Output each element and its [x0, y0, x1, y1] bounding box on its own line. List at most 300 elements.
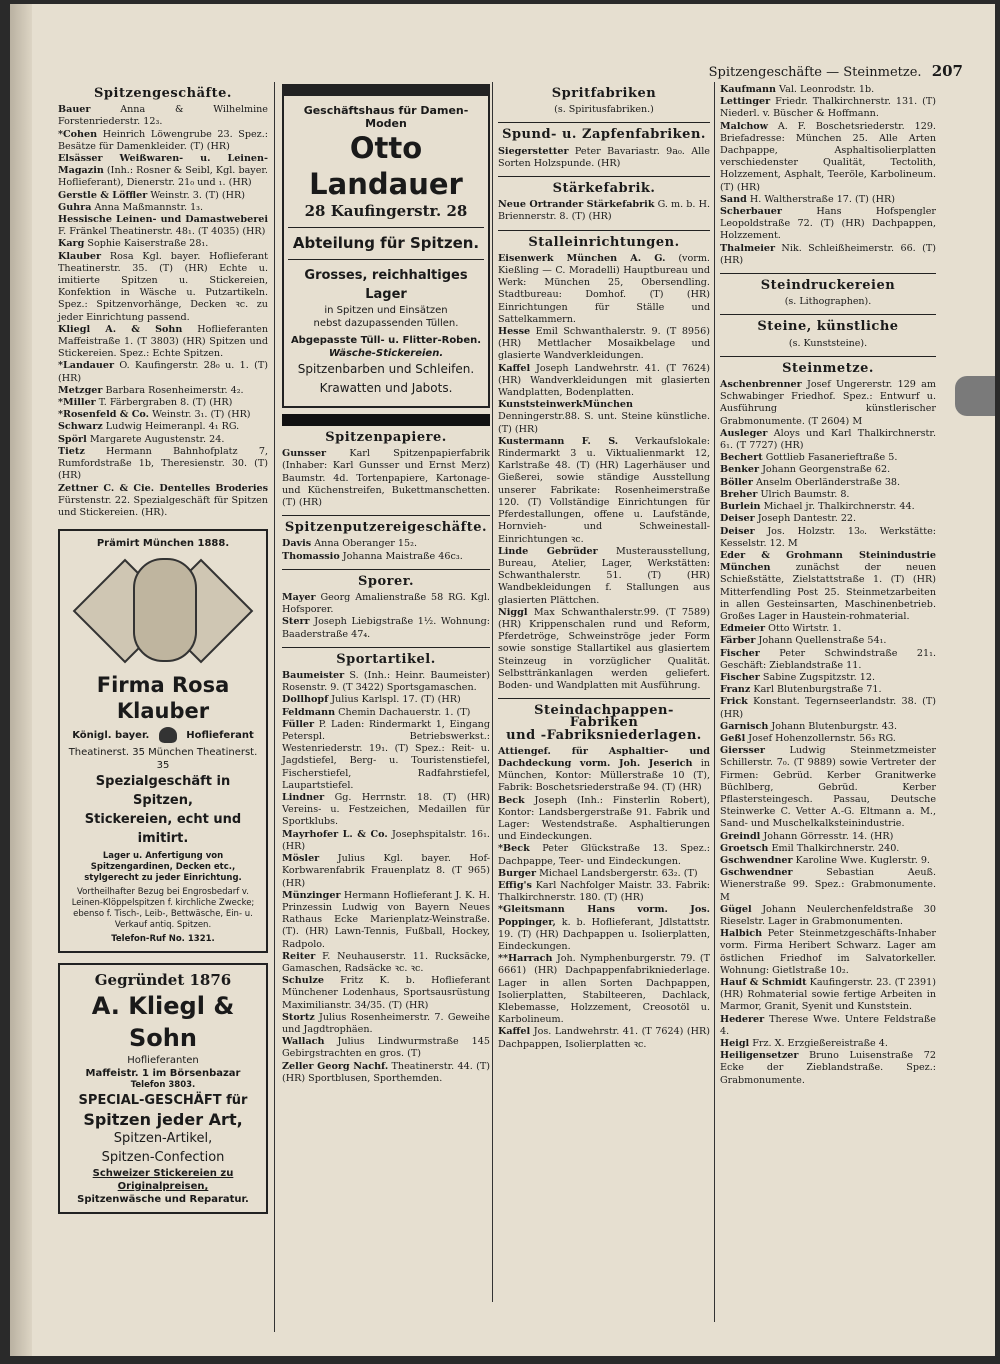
- entry-text: H. Waltherstraße 17. (T) (HR): [749, 193, 896, 205]
- section-title: Spritfabriken: [551, 86, 657, 101]
- entry-name: Kustermann F. S.: [498, 435, 619, 447]
- directory-entry: [498, 746, 710, 795]
- entry-text: O. Kaufingerstr. 28₀ u. 1. (T) (HR): [58, 360, 268, 384]
- directory-entry: [498, 326, 710, 363]
- section-note: (s. Kunststeine).: [788, 337, 868, 349]
- entry-name: Garnisch: [720, 720, 769, 732]
- section-title: Steine, künstliche: [757, 319, 899, 335]
- entry-text: zunächst der neuen Schießstätte, Zielstattstraße 1. (T) (HR) Mitterfendling Post 25. Steinmetzarbeiten in allen Gesteinsarten, Maschinenbetrieb. Großes Lager in Haustein-rohmaterial.: [720, 562, 936, 622]
- entry-name: Fischer: [720, 671, 760, 683]
- directory-entry: [282, 694, 490, 706]
- directory-entry: [720, 513, 936, 525]
- directory-entry: [720, 206, 936, 243]
- directory-entry: [498, 1026, 710, 1050]
- entry-name: Ausleger: [720, 427, 768, 439]
- entry-text: Johann Görresstr. 14. (HR): [763, 830, 894, 842]
- entry-name: Mayrhofer L. & Co.: [282, 828, 388, 840]
- entry-name: Edmeier: [720, 623, 766, 635]
- entry-text: A. F. Boschetsriederstr. 129. Briefadresse: München 25. Alle Arten Dachpappe, Asphaltisolierplatten verschiedenster Qualität, Tectolith, Holzzement, Asphalt, Teeröle, Karbolineum. (T) (HR): [720, 120, 936, 193]
- directory-entry: [720, 635, 936, 647]
- column-2: [282, 84, 490, 1085]
- column-rule: [714, 82, 715, 1322]
- directory-entry: [498, 546, 710, 607]
- book-spine: [10, 4, 32, 1356]
- entry-text: Julius Rosenheimerstr. 7. Geweihe und Jagdtrophäen.: [282, 1011, 490, 1035]
- directory-entry: [720, 1038, 936, 1050]
- entry-text: Josef Ungererstr. 129 am Schwabinger Friedhof. Spez.: Entwurf u. Ausführung künstlerischer Grabmonumente. (T 2604) M: [720, 379, 936, 427]
- entry-name: Halbich: [720, 928, 763, 940]
- entry-text: Gottlieb Fasanerieftraße 5.: [765, 452, 898, 464]
- section-title: Spitzenpapiere.: [325, 430, 447, 445]
- directory-entry: [282, 719, 490, 792]
- entry-name: Eisenwerk München A. G.: [498, 252, 666, 264]
- entry-name: Benker: [720, 464, 759, 476]
- entry-name: Gügel: [720, 903, 752, 915]
- directory-entry: [720, 550, 936, 623]
- directory-entry: [720, 464, 936, 476]
- entry-name: KunststeinwerkMünchen: [498, 399, 633, 411]
- ad-firm: A. Kliegl & Sohn: [91, 992, 235, 1053]
- entry-text: Karoline Wwe. Kuglerstr. 9.: [795, 854, 930, 866]
- directory-entry: [282, 1061, 490, 1085]
- entry-text: Theatinerstr. 44. (T) (HR) Sportblusen, Sporthemden.: [282, 1060, 490, 1084]
- entry-text: P. Laden: Rindermarkt 1, Eingang Peterspl. Betriebswerkst.: Westenriederstr. 19₁. (T) Spez.: Reit- u. Jagdstiefel, Berg- u. Touristenstiefel, Fischerstiefel, Radfahrstiefel, Laupartstiefel.: [282, 718, 490, 791]
- entry-name: Effig's: [498, 879, 532, 891]
- ad-purveyor: Hoflieferant: [186, 730, 254, 742]
- section-title: Stalleinrichtungen.: [528, 234, 680, 250]
- entry-name: **Harrach: [498, 953, 553, 965]
- entry-list: [58, 104, 268, 519]
- directory-entry: [720, 96, 936, 120]
- entry-name: Stortz: [282, 1011, 315, 1023]
- entry-text: Johanna Maistraße 46c₃.: [342, 550, 463, 562]
- directory-entry: [720, 1014, 936, 1038]
- entry-text: Michael jr. Thalkirchnerstr. 44.: [763, 501, 915, 513]
- ad-purveyor: Hoflieferanten: [127, 1055, 199, 1067]
- entry-name: Gerstle & Löffler: [58, 189, 148, 201]
- directory-entry: [720, 489, 936, 501]
- entry-text: Johann Blutenburgstr. 43.: [771, 720, 898, 732]
- entry-name: Fischer: [720, 647, 760, 659]
- entry-list: [720, 84, 936, 267]
- section-title: Steindruckereien: [760, 278, 896, 294]
- directory-entry: [720, 867, 936, 904]
- entry-name: Franz: [720, 684, 751, 696]
- entry-name: Mösler: [282, 853, 320, 865]
- entry-text: Anna Oberanger 15₂.: [314, 538, 418, 550]
- ad-telephone: Telefon 3803.: [130, 1080, 196, 1091]
- entry-name: Heigl: [720, 1038, 750, 1050]
- ad-house: Geschäftshaus für Damen-Moden: [303, 104, 469, 130]
- entry-name: Reiter: [282, 950, 316, 962]
- directory-entry: [498, 868, 710, 880]
- entry-list: [282, 670, 490, 1085]
- directory-entry: [282, 951, 490, 975]
- entry-text: Heinrich Löwengrube 23. Spez.: Besätze für Damenkleider. (T) (HR): [58, 128, 268, 152]
- section-title: und -Fabriksniederlagen.: [506, 727, 702, 743]
- entry-name: Groetsch: [720, 842, 769, 854]
- entry-list: [282, 448, 490, 509]
- entry-text: Aloys und Karl Thalkirchnerstr. 6₁. (T 7727) (HR): [720, 427, 936, 452]
- ad-address: Maffeistr. 1 im Börsenbazar: [85, 1068, 241, 1080]
- advert-kliegl: [58, 963, 268, 1214]
- directory-entry: [58, 214, 268, 238]
- entry-text: Fritz K. b. Hoflieferant Münchener Lodenhaus, Sportsausrüstung Maximilianstr. 34/35. (T) (HR): [282, 975, 490, 1011]
- entry-text: Hoflieferanten Maffeistraße 1. (T 3803) (HR) Spitzen und Stickereien. Spez.: Echte Spitzen.: [58, 323, 268, 360]
- entry-name: Guhra: [58, 201, 92, 213]
- entry-text: Chemin Dachauerstr. 1. (T): [338, 706, 471, 718]
- entry-name: Zettner C. & Cie. Dentelles Broderies: [58, 482, 268, 494]
- entry-list: [282, 538, 490, 562]
- entry-text: Sophie Kaiserstraße 28₁.: [87, 238, 209, 250]
- entry-name: Bauer: [58, 104, 91, 116]
- entry-name: Sterr: [282, 616, 310, 628]
- directory-entry: [282, 551, 490, 563]
- entry-name: Schwarz: [58, 421, 103, 433]
- entry-name: Davis: [282, 538, 312, 550]
- entry-text: Johann Neulerchenfeldstraße 30 Rieselstr. Lager in Grabmonumenten.: [720, 903, 936, 927]
- entry-name: Elsässer Weißwaren- u. Leinen-Magazin: [58, 153, 268, 177]
- entry-name: Wallach: [282, 1036, 325, 1048]
- ad-firm: Otto Landauer: [309, 131, 463, 201]
- entry-text: Hermann Bahnhofplatz 7, Rumfordstraße 1b, Theresienstr. 30. (T) (HR): [58, 445, 268, 482]
- entry-name: Neue Ortrander Stärkefabrik: [498, 199, 655, 211]
- entry-text: Peter Glückstraße 13. Spez.: Dachpappe, Teer- und Eindeckungen.: [498, 843, 710, 867]
- directory-entry: [720, 977, 936, 1014]
- entry-text: Karl Spitzenpapierfabrik (Inhaber: Karl Gunsser und Ernst Merz) Baumstr. 4d. Tortenpapiere, Kartonage- und Küchenstreifen, Bukettmanschetten. (T) (HR): [282, 448, 490, 509]
- entry-name: Hederer: [720, 1013, 765, 1025]
- directory-entry: [282, 538, 490, 550]
- entry-text: G. m. b. H. Briennerstr. 8. (T) (HR): [498, 199, 710, 223]
- ad-line3: nebst dazupassenden Tüllen.: [313, 318, 459, 329]
- ad-swiss: Schweizer Stickereien zu: [92, 1168, 234, 1180]
- entry-name: Beck: [498, 794, 525, 806]
- entry-name: Breher: [720, 488, 758, 500]
- entry-name: Frick: [720, 696, 748, 708]
- entry-name: Münzinger: [282, 889, 341, 901]
- entry-text: Emil Schwanthalerstr. 9. (T 8956) (HR) Mettlacher Mosaikbelage und glasierte Wandverkleidungen.: [498, 326, 710, 362]
- entry-name: Deiser: [720, 513, 755, 525]
- ad-special: SPECIAL-GESCHÄFT für: [78, 1093, 248, 1109]
- entry-name: *Gleitsmann Hans vorm. Jos. Poppinger,: [498, 904, 710, 928]
- entry-text: T. Färbergraben 8. (T) (HR): [98, 397, 233, 409]
- entry-name: Eder & Grohmann Steinindustrie München: [720, 549, 936, 574]
- entry-text: Hans Hofspengler Leopoldstraße 72. (T) (HR) Dachpappen, Holzzement.: [720, 206, 936, 242]
- entry-name: Heiligensetzer: [720, 1050, 799, 1062]
- directory-entry: [498, 795, 710, 844]
- entry-text: Weinstr. 3. (T) (HR): [150, 189, 245, 201]
- directory-entry: [720, 379, 936, 428]
- entry-text: Joseph Dantestr. 22.: [757, 513, 857, 525]
- entry-text: Anna Maßmannstr. 1₃.: [94, 201, 204, 213]
- directory-entry: [282, 975, 490, 1012]
- ad-line4: Abgepasste Tüll- u. Flitter-Roben.: [290, 335, 482, 346]
- entry-text: Karl Nachfolger Maistr. 33. Fabrik: Thalkirchnerstr. 180. (T) (HR): [498, 879, 710, 904]
- ad-lace: Spitzen jeder Art,: [83, 1110, 243, 1130]
- entry-text: Julius Kgl. bayer. Hof-Korbwarenfabrik Frauenplatz 8. (T 965) (HR): [282, 853, 490, 889]
- entry-text: Karl Blutenburgstraße 71.: [753, 684, 882, 696]
- directory-entry: [58, 129, 268, 153]
- directory-entry: [282, 829, 490, 853]
- entry-text: Peter Schwindstraße 21₁. Geschäft: Zieblandstraße 11.: [720, 647, 936, 671]
- directory-entry: [282, 616, 490, 640]
- entry-name: *Cohen: [58, 128, 98, 140]
- entry-name: Färber: [720, 635, 756, 647]
- entry-name: Mayer: [282, 592, 316, 604]
- entry-text: Konstant. Tegernseerlandstr. 38. (T) (HR): [720, 696, 936, 720]
- directory-entry: [58, 483, 268, 520]
- ad-line5: Wäsche-Stickereien.: [328, 348, 444, 359]
- entry-text: Joh. Nymphenburgerstr. 79. (T 6661) (HR) Dachpappenfabrikniederlage. Lager in allen Sorten Dachpappen, Isolierplatten, Stabilteeren, Dachlack, Klebemasse, Holzzement, Creosotöl u. Karbolineum.: [498, 953, 710, 1026]
- section-title: Spitzengeschäfte.: [94, 86, 232, 101]
- directory-entry: [720, 452, 936, 464]
- page-number: 207: [931, 62, 963, 80]
- entry-text: Gg. Herrnstr. 18. (T) (HR) Vereins- u. Festzeichen, Medaillen für Sportklubs.: [282, 792, 490, 828]
- entry-text: Denningerstr.88. S. unt. Steine künstliche. (T) (HR): [498, 411, 710, 435]
- directory-entry: [58, 251, 268, 324]
- page: [10, 4, 995, 1356]
- entry-name: Geßl: [720, 732, 746, 744]
- ad-spec1: Spezialgeschäft in Spitzen,: [95, 774, 231, 809]
- ad-address: 28 Kaufingerstr. 28: [304, 202, 468, 220]
- ad-founded: Gegründet 1876: [94, 971, 232, 990]
- entry-name: *Landauer: [58, 360, 115, 372]
- entry-text: Julius Karlspl. 17. (T) (HR): [331, 694, 461, 706]
- entry-text: Hermann Hoflieferant J. K. H. Prinzessin Ludwig von Bayern Neues Rathaus Ecke Marienplatz-Weinstraße. (T). (HR) Lawn-Tennis, Fußball, Hockey, Radpolo.: [282, 889, 490, 950]
- entry-text: Peter Steinmetzgeschäfts-Inhaber vorm. Firma Heribert Schwarz. Lager am östlichen Friedhof im Salvatorkeller. Wohnung: Gietlstraße 10₂.: [720, 928, 936, 976]
- directory-entry: [498, 843, 710, 867]
- directory-entry: [498, 146, 710, 170]
- ad-line2: Vortheilhafter Bezug bei Engrosbedarf v. Leinen-Klöppelspitzen f. kirchliche Zwecke; ebenso f. Tisch-, Leib-, Bettwäsche, Ein- u. Verkauf antiq. Spitzen.: [71, 887, 255, 931]
- directory-entry: [720, 243, 936, 267]
- entry-list: [498, 146, 710, 170]
- entry-text: Sabine Zugspitzstr. 12.: [762, 671, 876, 683]
- directory-entry: [498, 953, 710, 1026]
- entry-text: Anna & Wilhelmine Forstenriederstr. 12₃.: [58, 104, 268, 128]
- entry-text: Kaufingerstr. 23. (T 2391) (HR) Rohmaterial sowie fertige Arbeiten in Marmor, Granit, Syenit und Kunststein.: [720, 977, 936, 1013]
- entry-text: Therese Wwe. Untere Feldstraße 4.: [720, 1013, 936, 1037]
- entry-text: Jos. Holzstr. 13₀. Werkstätte: Kesselstr. 12. M: [720, 525, 936, 549]
- ad-line6: Spitzenbarben und Schleifen.: [297, 362, 475, 376]
- directory-entry: [720, 721, 936, 733]
- directory-entry: [720, 477, 936, 489]
- directory-entry: [58, 385, 268, 397]
- directory-entry: [58, 434, 268, 446]
- entry-text: Joseph Liebigstraße 1½. Wohnung: Baaderstraße 47₄.: [282, 616, 490, 640]
- directory-entry: [498, 199, 710, 223]
- directory-entry: [282, 448, 490, 509]
- entry-list: [498, 199, 710, 223]
- entry-name: Schulze: [282, 975, 324, 987]
- directory-entry: [720, 733, 936, 745]
- ad-line1: Lager u. Anfertigung von Spitzengardinen, Decken etc., stylgerecht zu jeder Einrichtung.: [84, 851, 242, 884]
- directory-entry: [498, 904, 710, 953]
- entry-text: F. Fränkel Theatinerstr. 48₁. (T 4035) (HR): [58, 226, 266, 238]
- ad-purveyor-line: [66, 727, 260, 743]
- entry-text: in München, Kontor: Müllerstraße 10 (T), Fabrik: Boschetsriederstraße 94. (T) (HR): [498, 757, 710, 794]
- entry-name: Gschwendner: [720, 854, 793, 866]
- directory-entry: [282, 670, 490, 694]
- section-title: Fabriken: [569, 715, 639, 731]
- entry-text: Otto Wirtstr. 1.: [768, 623, 842, 635]
- entry-text: Max Schwanthalerstr.99. (T 7589) (HR) Krippenschalen rund und Reform, Pferdetröge, Schweinströge jeder Form sowie sonstige Stallartikel aus glasiertem Steinzeug in vorzüglicher Qualität. Selbsttränkanlagen werden geliefert. Boden- und Wandplatten mit Ausführung.: [498, 606, 710, 691]
- ad-articles: Spitzen-Artikel,: [113, 1131, 213, 1147]
- entry-name: Klauber: [58, 250, 102, 262]
- ad-spec2: Stickereien, echt und imitirt.: [84, 812, 242, 847]
- directory-entry: [498, 607, 710, 692]
- directory-entry: [720, 1050, 936, 1087]
- advert-otto-landauer: [282, 84, 490, 408]
- directory-entry: [58, 324, 268, 361]
- ad-line2: in Spitzen und Einsätzen: [324, 305, 448, 316]
- ad-firm: Firma Rosa Klauber: [96, 673, 230, 724]
- directory-entry: [498, 436, 710, 546]
- entry-text: Friedr. Thalkirchnerstr. 131. (T) Niederl. v. Büscher & Hoffmann.: [720, 96, 936, 120]
- column-3: [498, 84, 710, 1051]
- directory-entry: [720, 428, 936, 452]
- entry-text: Fürstenstr. 22. Spezialgeschäft für Spitzen und Stickereien. (HR).: [58, 494, 268, 518]
- entry-list: [720, 379, 936, 1087]
- entry-text: Frz. X. Erzgießereistraße 4.: [752, 1038, 888, 1050]
- entry-name: Linde Gebrüder: [498, 545, 598, 557]
- directory-entry: [282, 1036, 490, 1060]
- entry-text: Barbara Rosenheimerstr. 4₂.: [105, 384, 244, 396]
- directory-entry: [282, 792, 490, 829]
- directory-entry: [58, 360, 268, 384]
- ad-line7: Krawatten und Jabots.: [319, 381, 453, 395]
- entry-text: Jos. Landwehrstr. 41. (T 7624) (HR) Dachpappen, Isolierplatten ꝛc.: [498, 1026, 710, 1050]
- section-title: Stärkefabrik.: [552, 181, 656, 197]
- entry-name: Kaufmann: [720, 84, 776, 95]
- ad-royal: Königl. bayer.: [72, 730, 150, 742]
- directory-entry: [282, 592, 490, 616]
- directory-entry: [720, 928, 936, 977]
- entry-text: Anselm Oberländerstraße 38.: [756, 476, 901, 488]
- directory-entry: [720, 904, 936, 928]
- entry-text: Val. Leonrodstr. 1b.: [779, 84, 875, 95]
- directory-entry: [282, 890, 490, 951]
- directory-entry: [720, 623, 936, 635]
- directory-entry: [498, 363, 710, 400]
- entry-name: Hesse: [498, 326, 531, 338]
- directory-entry: [720, 501, 936, 513]
- thumb-tab: [955, 376, 995, 416]
- column-1: [58, 84, 268, 1220]
- entry-name: Sand: [720, 193, 747, 205]
- directory-entry: [498, 253, 710, 326]
- entry-text: Musterausstellung, Bureau, Atelier, Lager, Werkstätten: Schwanthalerstr. 51. (T) (HR) Wandbekleidungen f. Stallungen aus glasierten Plättchen.: [498, 545, 710, 606]
- section-title: Sporer.: [358, 573, 414, 589]
- entry-text: Rosa Kgl. bayer. Hoflieferant Theatinerstr. 35. (T) (HR) Echte u. imitierte Spitzen u. Stickereien, Konfektion in Wäsche u. Putzartikeln. Spez.: Spitzenvorhänge, Decken ꝛc. zu jeder Einrichtung passend.: [58, 250, 268, 323]
- directory-entry: [720, 843, 936, 855]
- section-title: Steindachpappen-: [534, 703, 674, 719]
- entry-name: Malchow: [720, 120, 768, 132]
- entry-name: *Miller: [58, 397, 96, 409]
- entry-name: Aschenbrenner: [720, 379, 802, 391]
- running-header: [709, 62, 963, 80]
- section-note: (s. Spiritusfabriken.): [554, 104, 654, 116]
- ad-award: Prämirt München 1888.: [96, 538, 230, 550]
- ad-dept: Abteilung für Spitzen.: [292, 234, 480, 252]
- entry-name: Kaffel: [498, 362, 531, 374]
- entry-name: Attiengef. für Asphaltier- und Dachdeckung vorm. Joh. Jeserich: [498, 745, 710, 769]
- entry-text: (Inh.: Rosner & Seibl, Kgl. bayer. Hoflieferant), Dienerstr. 21₀ und ₁. (HR): [58, 165, 268, 189]
- ad-line1: Grosses, reichhaltiges Lager: [304, 268, 468, 302]
- entry-text: Margarete Augustenstr. 24.: [89, 433, 225, 445]
- directory-entry: [720, 194, 936, 206]
- entry-name: Deiser: [720, 525, 755, 537]
- directory-entry: [720, 121, 936, 194]
- entry-text: Verkaufslokale: Rindermarkt 3 u. Viktualienmarkt 12, Karlstraße 48. (T) (HR) Lagerhäuser und Gießerei, sowie ständige Ausstellung unserer Fabrikate: Rosenheimerstraße 120. (T) Vollständige Einrichtungen für Pferdestallungen, offene u. Laufstände, Hornvieh- und Schweinestall-Einrichtungen ꝛc.: [498, 435, 710, 545]
- entry-name: Bechert: [720, 452, 763, 464]
- entry-text: (vorm. Kießling — C. Moradelli) Hauptbureau und Werk: München 25, Obersendling. Stadtbureau: Domhof. (T) (HR) Einrichtungen für Ställe und Sattelkammern.: [498, 252, 710, 325]
- directory-entry: [58, 421, 268, 433]
- ad-confection: Spitzen-Confection: [101, 1150, 225, 1166]
- entry-text: Weinstr. 3₁. (T) (HR): [152, 409, 251, 421]
- directory-entry: [720, 745, 936, 830]
- entry-text: Michael Landsbergerstr. 63₂. (T): [539, 867, 698, 879]
- directory-entry: [720, 831, 936, 843]
- eagle-icon: [159, 727, 177, 743]
- entry-text: Joseph Landwehrstr. 41. (T 7624) (HR) Wandverkleidungen mit glasierten Wandplatten, Bodenplatten.: [498, 362, 710, 399]
- entry-name: Burger: [498, 867, 537, 879]
- entry-name: Feldmann: [282, 706, 336, 718]
- directory-entry: [58, 409, 268, 421]
- entry-name: Hessische Leinen- und Damastweberei: [58, 214, 268, 226]
- directory-entry: [58, 202, 268, 214]
- directory-entry: [282, 1012, 490, 1036]
- entry-name: Siegerstetter: [498, 145, 569, 157]
- ad-telephone: Telefon-Ruf No. 1321.: [111, 934, 215, 945]
- entry-name: Lettinger: [720, 96, 771, 108]
- entry-text: Johann Quellenstraße 54₁.: [758, 635, 887, 647]
- directory-entry: [58, 153, 268, 190]
- entry-name: Spörl: [58, 433, 87, 445]
- ad-repair: Spitzenwäsche und Reparatur.: [77, 1194, 249, 1206]
- directory-entry: [498, 880, 710, 904]
- directory-entry: [720, 696, 936, 720]
- section-title: Sportartikel.: [336, 651, 436, 667]
- entry-name: Greindl: [720, 830, 761, 842]
- entry-name: Füller: [282, 718, 315, 730]
- section-title: Spund- u. Zapfenfabriken.: [502, 127, 706, 143]
- entry-name: Tietz: [58, 445, 85, 457]
- directory-entry: [498, 399, 710, 436]
- advert-rosa-klauber: [58, 529, 268, 953]
- directory-entry: [720, 855, 936, 867]
- entry-text: Josephspitalstr. 16₁. (HR): [282, 828, 490, 852]
- section-title: Steinmetze.: [782, 360, 874, 376]
- entry-name: Dollhopf: [282, 694, 329, 706]
- column-rule: [492, 82, 493, 1302]
- entry-name: Niggl: [498, 606, 528, 618]
- entry-name: Lindner: [282, 792, 325, 804]
- entry-name: Böller: [720, 476, 753, 488]
- column-rule: [274, 82, 275, 1332]
- entry-name: Kliegl A. & Sohn: [58, 323, 183, 335]
- directory-entry: [720, 684, 936, 696]
- entry-text: Julius Lindwurmstraße 145 Gebirgstrachten en gros. (T): [282, 1036, 490, 1060]
- entry-name: Zeller Georg Nachf.: [282, 1060, 389, 1072]
- entry-text: Bruno Luisenstraße 72 Ecke der Zieblandstraße. Spez.: Grabmonumente.: [720, 1050, 936, 1086]
- entry-name: Thomassio: [282, 550, 340, 562]
- entry-name: Thalmeier: [720, 242, 776, 254]
- column-4: [720, 84, 936, 1087]
- directory-entry: [58, 104, 268, 128]
- ad-prices: Originalpreisen,: [117, 1181, 209, 1193]
- medal-image: [88, 556, 238, 666]
- entry-text: Joseph (Inh.: Finsterlin Robert), Kontor: Landsbergerstraße 91. Fabrik und Lager: Westendstraße. Asphaltierungen und Eindeckungen.: [498, 794, 710, 843]
